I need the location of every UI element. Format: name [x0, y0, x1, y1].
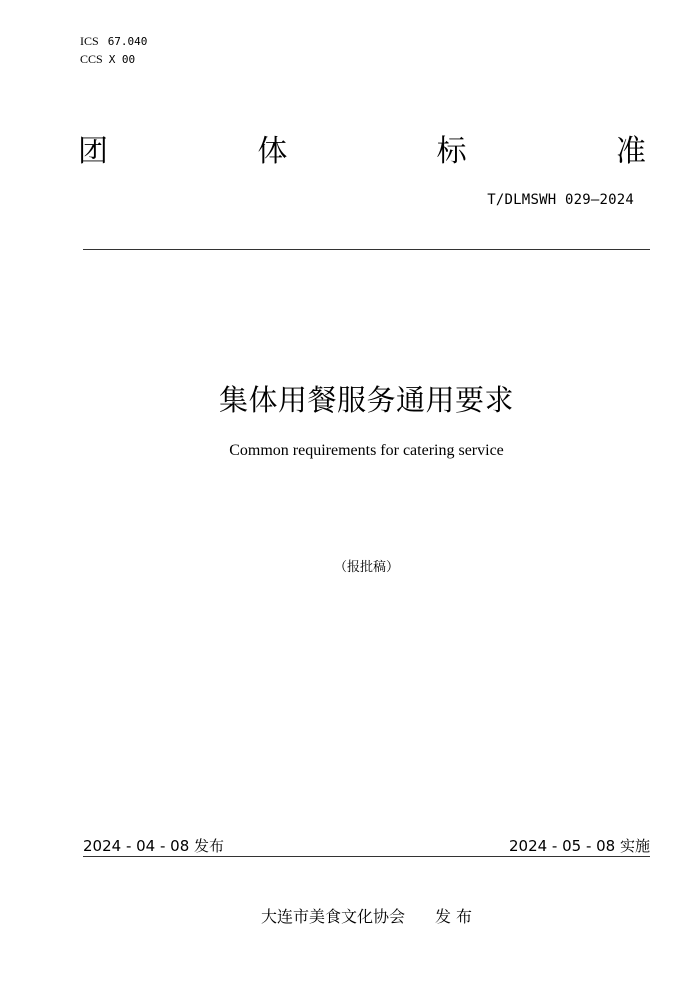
- heading-char-1: 团: [78, 134, 108, 169]
- ccs-code: X 00: [108, 53, 136, 66]
- ics-classification: [80, 34, 147, 49]
- issue-date: 2024 - 04 - 08 发布: [83, 837, 225, 855]
- document-title-cn: 集体用餐服务通用要求: [218, 383, 514, 417]
- publisher-action: 发 布: [434, 907, 473, 926]
- implementation-date: 2024 - 05 - 08 实施: [508, 837, 650, 855]
- bottom-divider: [83, 856, 650, 857]
- ics-code: 67.040: [107, 35, 148, 48]
- standard-number: T/DLMSWH 029—2024: [487, 192, 634, 208]
- publisher-org: 大连市美食文化协会: [260, 907, 405, 926]
- publisher-line: [0, 904, 700, 927]
- ccs-classification: [80, 52, 135, 67]
- document-title-en: Common requirements for catering service: [229, 442, 504, 459]
- heading-char-4: 准: [615, 134, 646, 169]
- heading-char-3: 标: [436, 134, 467, 169]
- draft-status: （报批稿）: [333, 560, 399, 575]
- ccs-label: CCS: [80, 52, 103, 66]
- heading-char-2: 体: [257, 134, 288, 169]
- ics-label: ICS: [80, 34, 99, 48]
- top-divider: [83, 249, 650, 250]
- standard-type-heading: [78, 132, 646, 172]
